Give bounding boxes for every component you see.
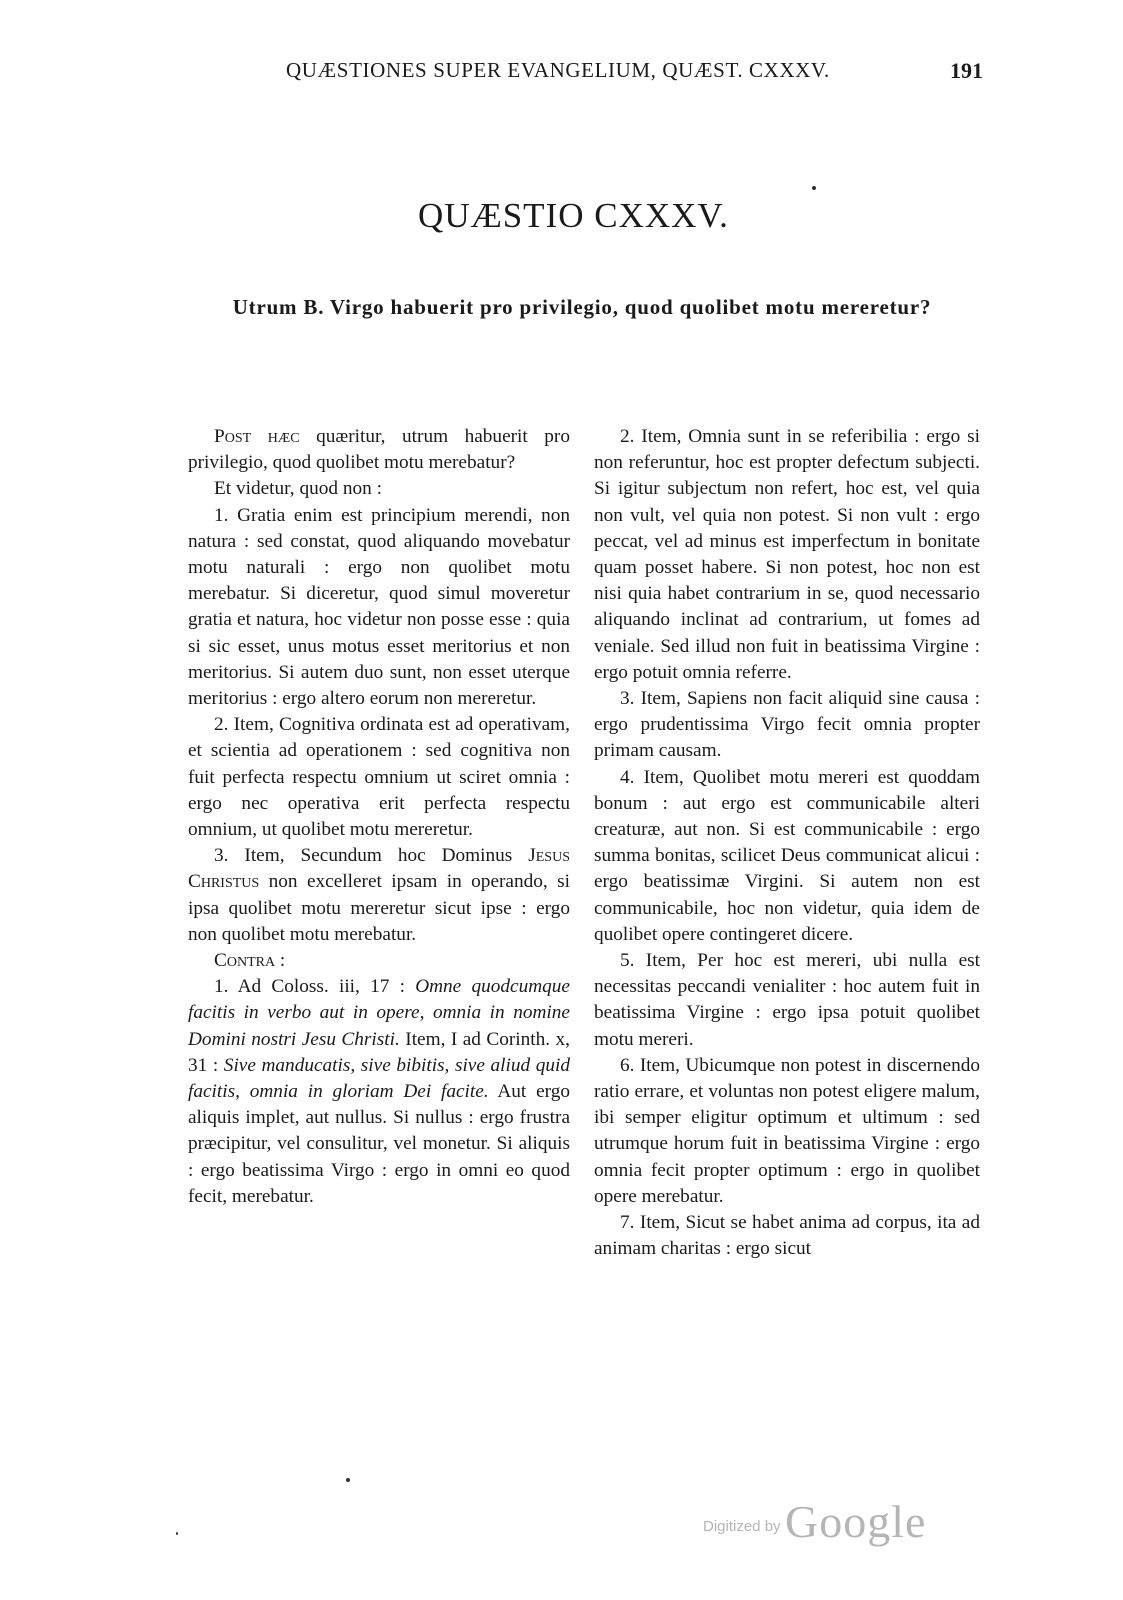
small-caps-name: Jesus Christus [188, 845, 570, 893]
digitized-by-google-watermark [703, 1495, 926, 1548]
contra-heading: Contra [214, 950, 276, 972]
paragraph-videtur [188, 476, 570, 502]
paragraph-objection-1 [188, 503, 570, 713]
paragraph-text: : [275, 950, 286, 972]
paragraph-contra-6 [594, 1053, 980, 1210]
watermark-prefix: Digitized by [703, 1518, 781, 1535]
scripture-quote: Sive manducatis, sive bibitis, sive aliud quid facitis, omnia in gloriam Dei facite. [188, 1054, 570, 1103]
left-text-column [188, 424, 570, 1210]
paragraph-contra-2 [594, 424, 980, 686]
paragraph-contra-3 [594, 686, 980, 765]
paragraph-text: 5. Item, Per hoc est mereri, ubi nulla est necessitas peccandi venialiter : hoc autem fuit in beatissima Virgine : ergo ipsa potuit quolibet motu mereri. [594, 950, 980, 1050]
paragraph-intro [188, 424, 570, 476]
paragraph-text: Item, I ad Corinth. x, 31 : [188, 1028, 570, 1076]
question-title: QUÆSTIO CXXXV. [418, 196, 729, 235]
ink-speck [176, 1532, 178, 1535]
paragraph-text: Aut ergo aliquis implet, aut nullus. Si nullus : ergo frustra præcipitur, vel consulitur, vel monetur. Si aliquis : ergo beatissima Virgo : ergo in omni eo quod fecit, merebatur. [188, 1081, 570, 1207]
paragraph-contra-1 [188, 974, 570, 1210]
paragraph-text: quæritur, utrum habuerit pro privilegio, quod quolibet motu merebatur? [188, 426, 570, 474]
paragraph-text: 7. Item, Sicut se habet anima ad corpus, ita ad animam charitas : ergo sicut [594, 1212, 980, 1260]
paragraph-contra-7 [594, 1210, 980, 1262]
page-number: 191 [950, 58, 983, 83]
paragraph-contra-5 [594, 948, 980, 1053]
ink-speck [346, 1478, 350, 1482]
paragraph-text: 3. Item, Sapiens non facit aliquid sine causa : ergo prudentissima Virgo fecit omnia propter primam causam. [594, 688, 980, 762]
lead-small-caps: Post hæc [214, 426, 300, 447]
paragraph-text: 3. Item, Secundum hoc Dominus [214, 845, 529, 867]
google-logo: Google [785, 1496, 927, 1547]
running-header [286, 58, 993, 98]
ink-speck [812, 186, 816, 190]
paragraph-text: 4. Item, Quolibet motu mereri est quoddam bonum : aut ergo est communicabile alteri creaturæ, aut non. Si est communicabile : ergo summa bonitas, scilicet Deus communicat alicui : ergo beatissimæ Virgini. Si autem non est communicabile, hoc non videtur, quia idem de quolibet opere contingeret dicere. [594, 766, 980, 945]
paragraph-text: Et videtur, quod non : [214, 478, 382, 500]
paragraph-text: 1. Ad Coloss. iii, 17 : [214, 976, 416, 998]
scripture-quote: Omne quodcumque facitis in verbo aut in opere, omnia in nomine Domini nostri Jesu Christi. [188, 976, 570, 1050]
paragraph-objection-3 [188, 843, 570, 948]
paragraph-objection-2 [188, 712, 570, 843]
paragraph-text: non excelleret ipsam in operando, si ipsa quolibet motu mereretur sicut ipse : ergo non quolibet motu merebatur. [188, 871, 570, 945]
paragraph-contra-heading [188, 948, 570, 974]
paragraph-text: 2. Item, Cognitiva ordinata est ad operativam, et scientia ad operationem : sed cognitiva non fuit perfecta respectu omnium ut sciret omnia : ergo nec operativa erit perfecta respectu omnium, ut quolibet motu mereretur. [188, 714, 570, 841]
paragraph-contra-4 [594, 765, 980, 948]
paragraph-text: 1. Gratia enim est principium merendi, non natura : sed constat, quod aliquando movebatur motu naturali : ergo non quolibet motu merebatur. Si diceretur, quod simul moveretur gratia et natura, hoc videtur non posse esse : quia si sic esset, unus motus esset meritorius et non meritorius. Si autem duo sunt, non esset uterque meritorius : ergo altero eorum non mereretur. [188, 504, 570, 710]
running-title: QUÆSTIONES SUPER EVANGELIUM, QUÆST. CXXXV. [286, 58, 830, 82]
question-subtitle: Utrum B. Virgo habuerit pro privilegio, quod quolibet motu mereretur? [232, 295, 932, 319]
paragraph-text: 6. Item, Ubicumque non potest in discernendo ratio errare, et voluntas non potest eligere malum, ibi semper eligitur optimum et ultimum : sed utrumque horum fuit in beatissima Virgine : ergo omnia fecit propter optimum : ergo in quolibet opere merebatur. [594, 1054, 980, 1207]
right-text-column [594, 424, 980, 1263]
paragraph-text: 2. Item, Omnia sunt in se referibilia : ergo si non referuntur, hoc est propter defectum subjecti. Si igitur subjectum non refert, hoc est, vel quia non vult, vel quia non potest. Si non vult : ergo peccat, vel ad minus est imperfectum in bonitate quam posset habere. Si non potest, hoc non est nisi quia habet contrarium in se, quod necessario aliquando inclinat ad contrarium, ut fomes ad veniale. Sed illud non fuit in beatissima Virgine : ergo potuit omnia referre. [594, 426, 980, 683]
